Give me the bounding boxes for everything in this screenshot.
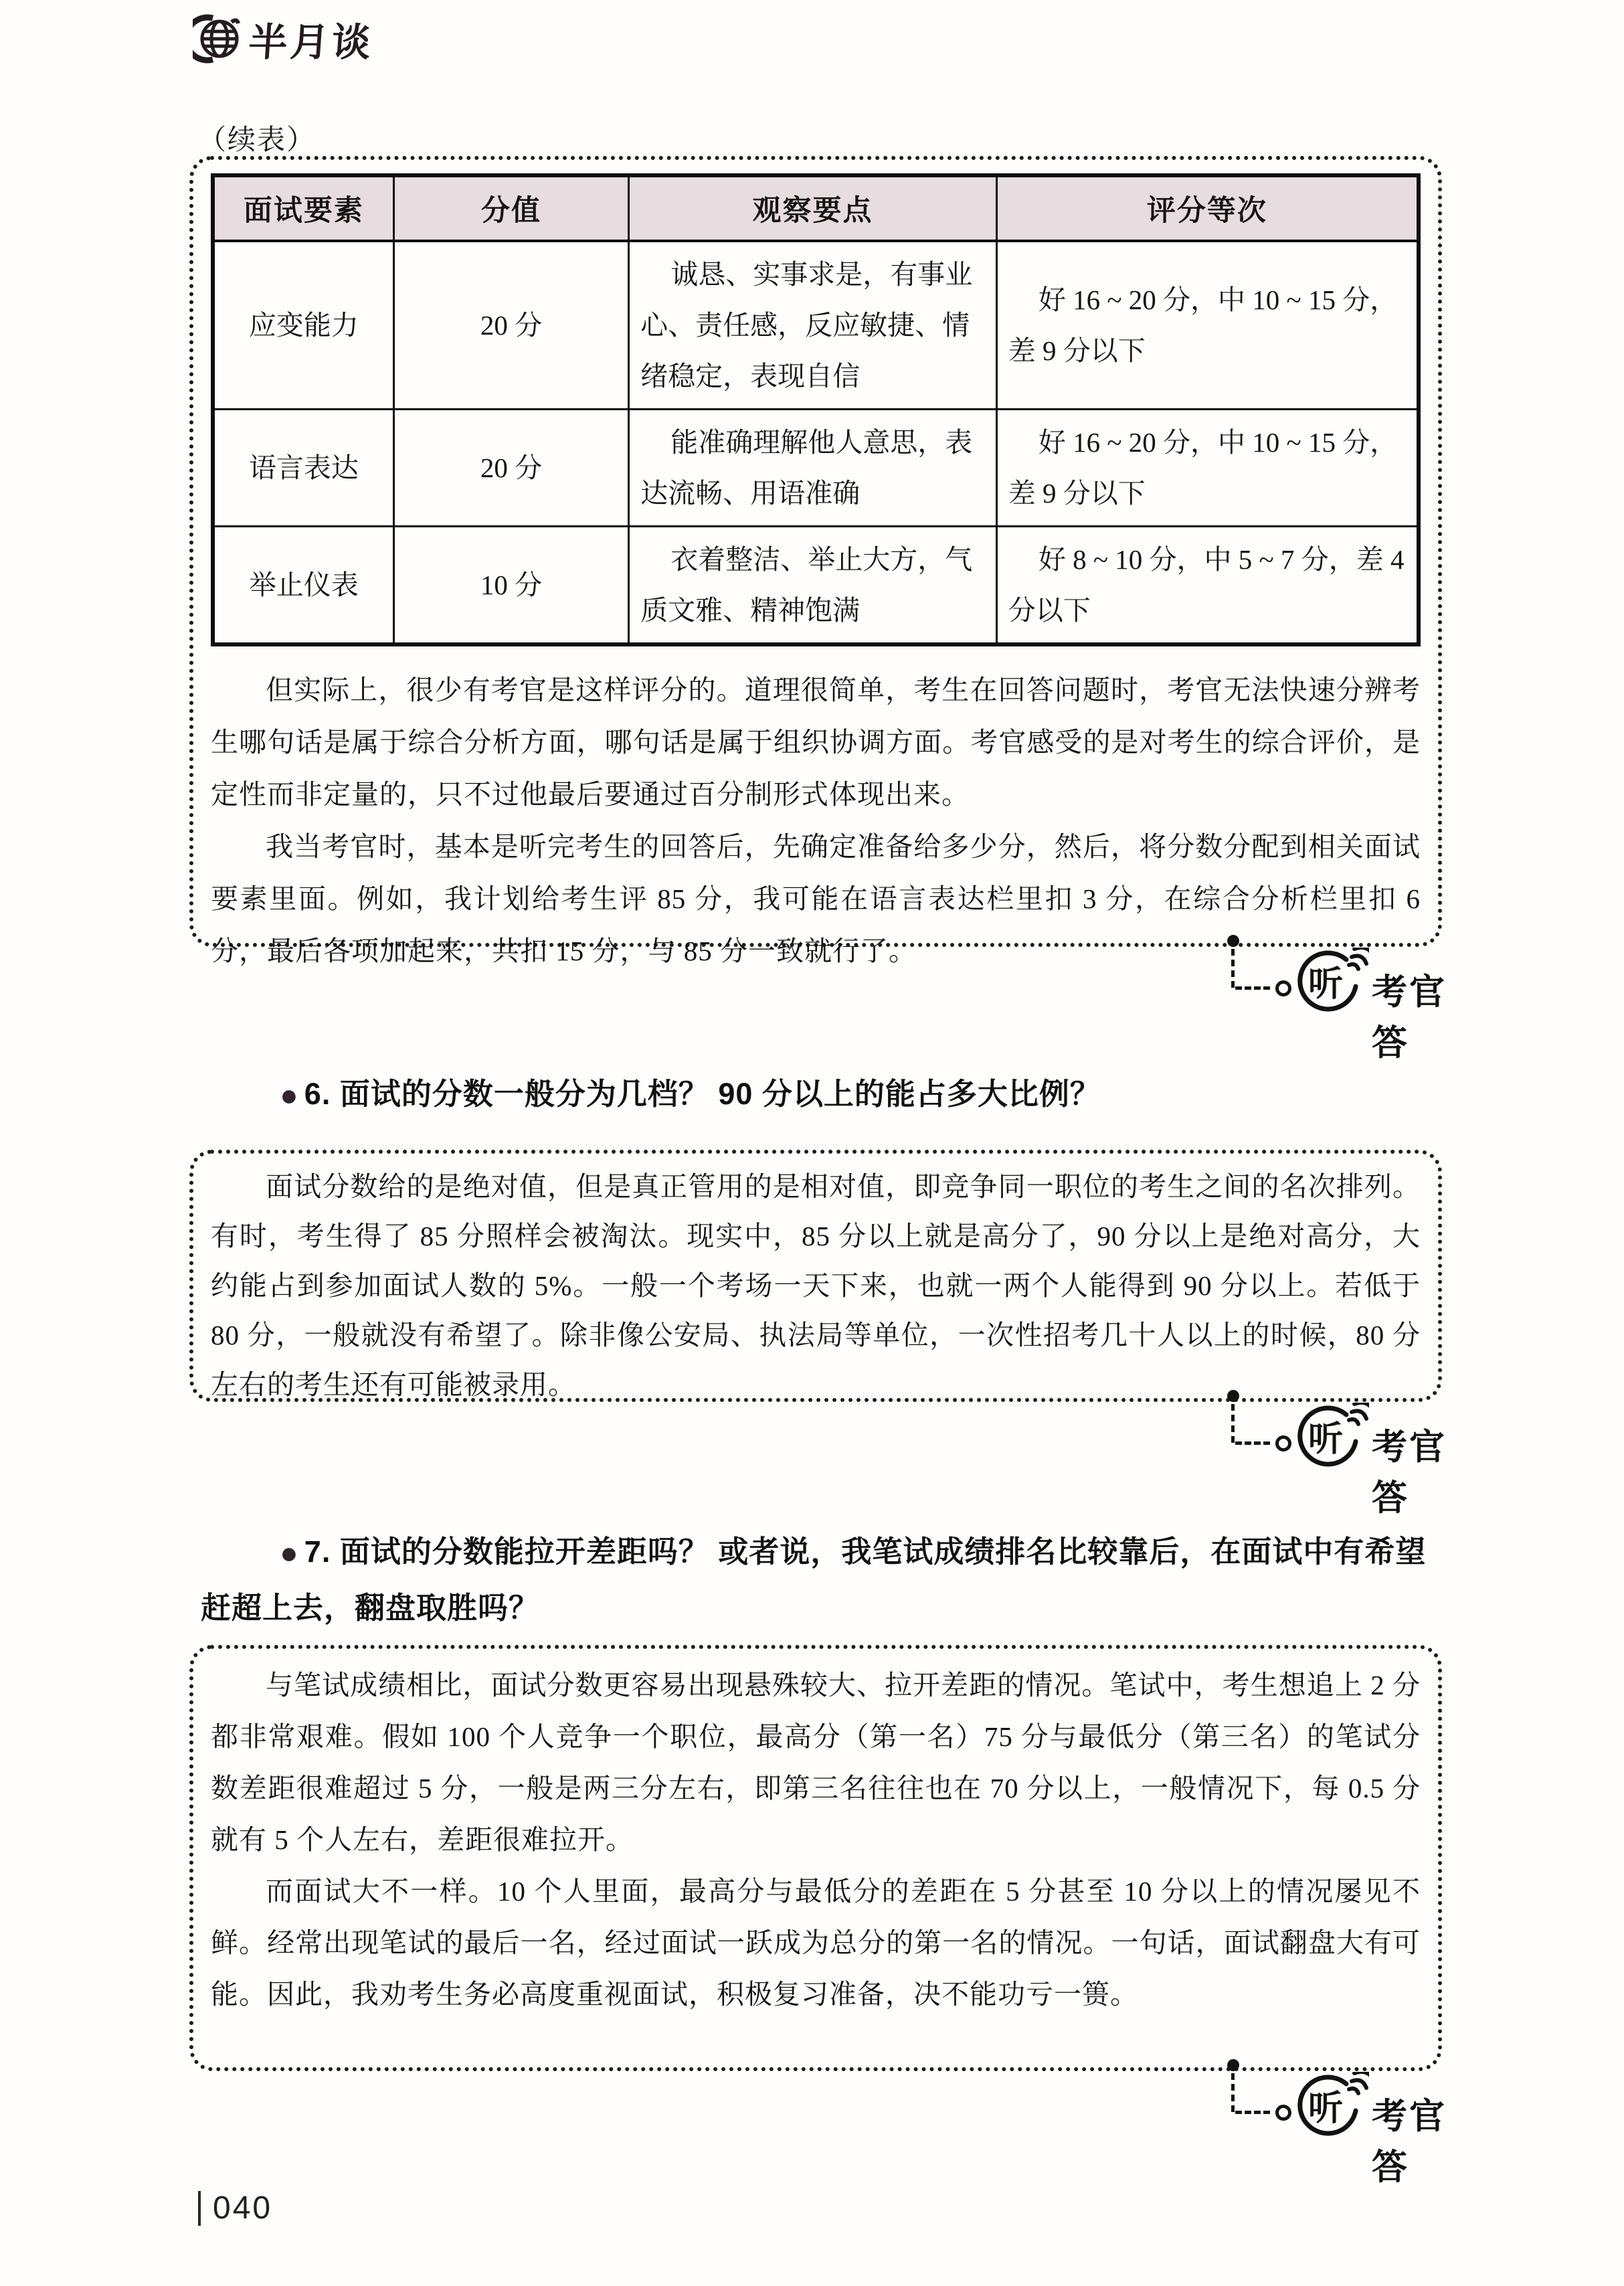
listen-examiner-stamp bbox=[1219, 1395, 1473, 1518]
table-row bbox=[213, 410, 1419, 527]
question-7 bbox=[201, 1523, 1443, 1636]
brand-name: 半月谈 bbox=[247, 21, 375, 64]
col-header-observation: 观察要点 bbox=[629, 175, 997, 241]
examiner-answers-label: 考官答 bbox=[1372, 2097, 1447, 2187]
cell-element: 举止仪表 bbox=[213, 527, 393, 645]
answer-box-q7 bbox=[189, 1645, 1442, 2071]
answer-box-q6 bbox=[189, 1150, 1442, 1402]
connector-ring bbox=[1275, 1435, 1291, 1452]
cell-score: 10 分 bbox=[393, 527, 628, 645]
connector-dot bbox=[1227, 935, 1239, 947]
question-6-number: 6. bbox=[304, 1077, 331, 1111]
cell-grades: 好 16 ~ 20 分，中 10 ~ 15 分，差 9 分以下 bbox=[996, 241, 1419, 410]
brand-logo bbox=[193, 11, 373, 67]
globe-icon bbox=[193, 14, 242, 64]
page-number-bar bbox=[198, 2191, 201, 2226]
col-header-score: 分值 bbox=[393, 175, 628, 241]
connector-dashed-line bbox=[1235, 986, 1270, 990]
listen-audio-icon bbox=[1294, 1403, 1369, 1478]
cell-points: 衣着整洁、举止大方，气质文雅、精神饱满 bbox=[629, 527, 997, 645]
cell-element: 语言表达 bbox=[213, 410, 393, 527]
connector-dashed-line bbox=[1235, 1441, 1270, 1445]
svg-text:听: 听 bbox=[1307, 2089, 1344, 2128]
listen-audio-icon bbox=[1294, 948, 1369, 1023]
listen-audio-icon bbox=[1294, 2072, 1369, 2147]
question-7-text: 面试的分数能拉开差距吗？ 或者说，我笔试成绩排名比较靠后，在面试中有希望赶超上去，翻盘取胜吗？ bbox=[201, 1534, 1427, 1625]
connector-dashed-line bbox=[1231, 1404, 1235, 1443]
cell-grades: 好 8 ~ 10 分，中 5 ~ 7 分，差 4 分以下 bbox=[996, 527, 1419, 645]
table-row bbox=[213, 527, 1419, 645]
q7-answer-paragraph-2: 而面试大不一样。10 个人里面，最高分与最低分的差距在 5 分甚至 10 分以上的情况屡见不鲜。经常出现笔试的最后一名，经过面试一跃成为总分的第一名的情况。一句话，面试翻盘大有可能。因此，我劝考生务必高度重视面试，积极复习准备，决不能功亏一篑。 bbox=[211, 1876, 1421, 2010]
answer-box-continued-table bbox=[189, 156, 1442, 966]
connector-dot bbox=[1227, 1390, 1239, 1402]
question-bullet-icon: ● bbox=[280, 1535, 299, 1570]
cell-score: 20 分 bbox=[393, 241, 628, 410]
examiner-answers-label: 考官答 bbox=[1372, 972, 1447, 1063]
question-6-text: 面试的分数一般分为几档？ 90 分以上的能占多大比例？ bbox=[339, 1077, 1101, 1111]
svg-text:听: 听 bbox=[1307, 965, 1344, 1004]
question-7-number: 7. bbox=[304, 1534, 331, 1569]
table-row bbox=[213, 241, 1419, 410]
col-header-grading: 评分等次 bbox=[996, 175, 1419, 241]
q6-answer-paragraph: 面试分数给的是绝对值，但是真正管用的是相对值，即竞争同一职位的考生之间的名次排列。有时，考生得了 85 分照样会被淘汰。现实中，85 分以上就是高分了，90 分以上是绝对高分，大约能占到参加面试人数的 5%。一般一个考场一天下来，也就一两个人能得到 90 分以上。若低于 80 分，一般就没有希望了。除非像公安局、执法局等单位，一次性招考几十人以上的时候，80 分左右的考生还有可能被录用。 bbox=[211, 1171, 1421, 1400]
table-header-row bbox=[213, 175, 1419, 241]
page-number bbox=[198, 2190, 272, 2226]
listen-examiner-stamp bbox=[1219, 940, 1473, 1063]
cell-points: 诚恳、实事求是，有事业心、责任感，反应敏捷、情绪稳定，表现自信 bbox=[629, 241, 997, 410]
examiner-answers-label: 考官答 bbox=[1372, 1427, 1447, 1518]
col-header-element: 面试要素 bbox=[213, 175, 393, 241]
connector-ring bbox=[1275, 980, 1291, 996]
connector-ring bbox=[1275, 2105, 1291, 2121]
continued-table-label: （续表） bbox=[198, 125, 317, 156]
listen-examiner-stamp bbox=[1219, 2064, 1473, 2187]
question-6 bbox=[201, 1065, 1443, 1122]
svg-text:听: 听 bbox=[1307, 1420, 1344, 1459]
interview-scoring-table bbox=[211, 173, 1421, 646]
question-bullet-icon: ● bbox=[280, 1077, 299, 1112]
cell-grades: 好 16 ~ 20 分，中 10 ~ 15 分，差 9 分以下 bbox=[996, 410, 1419, 527]
connector-dashed-line bbox=[1231, 2073, 1235, 2112]
page-number-value: 040 bbox=[213, 2190, 273, 2226]
connector-dot bbox=[1227, 2059, 1239, 2071]
commentary-paragraph-2: 我当考官时，基本是听完考生的回答后，先确定准备给多少分，然后，将分数分配到相关面试要素里面。例如，我计划给考生评 85 分，我可能在语言表达栏里扣 3 分，在综合分析栏里扣 6 分，最后各项加起来，共扣 15 分，与 85 分一致就行了。 bbox=[211, 831, 1421, 966]
connector-dashed-line bbox=[1235, 2111, 1270, 2114]
q7-answer-paragraph-1: 与笔试成绩相比，面试分数更容易出现悬殊较大、拉开差距的情况。笔试中，考生想追上 2 分都非常艰难。假如 100 个人竞争一个职位，最高分（第一名）75 分与最低分（第三名）的笔试分数差距很难超过 5 分，一般是两三分左右，即第三名往往也在 70 分以上，一般情况下，每 0.5 分就有 5 个人左右，差距很难拉开。 bbox=[211, 1670, 1421, 1855]
connector-dashed-line bbox=[1231, 949, 1235, 988]
cell-points: 能准确理解他人意思，表达流畅、用语准确 bbox=[629, 410, 997, 527]
cell-element: 应变能力 bbox=[213, 241, 393, 410]
commentary-paragraph-1: 但实际上，很少有考官是这样评分的。道理很简单，考生在回答问题时，考官无法快速分辨考生哪句话是属于综合分析方面，哪句话是属于组织协调方面。考官感受的是对考生的综合评价，是定性而非定量的，只不过他最后要通过百分制形式体现出来。 bbox=[211, 675, 1421, 810]
cell-score: 20 分 bbox=[393, 410, 628, 527]
